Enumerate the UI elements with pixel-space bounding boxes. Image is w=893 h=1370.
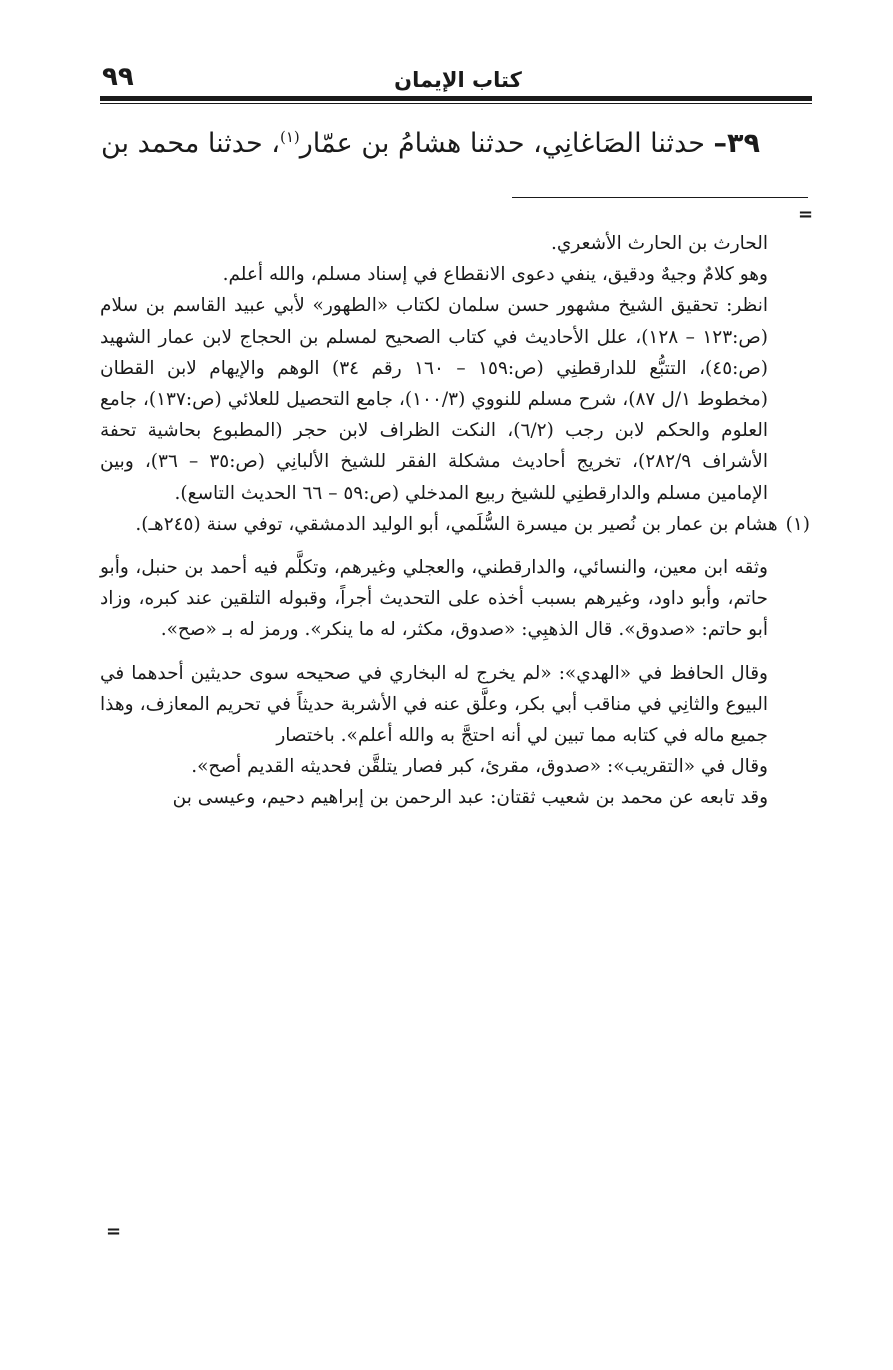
- footnotes: [100, 228, 810, 814]
- continued-from-previous-mark: =: [798, 204, 814, 225]
- footnote-1: [100, 509, 810, 540]
- chapter-title: كتاب الإيمان: [394, 68, 522, 92]
- footnote-carryover-line: وهو كلامٌ وجيهٌ ودقيق، ينفي دعوى الانقطاع في إسناد مسلم، والله أعلم.: [222, 264, 768, 286]
- footnote-paragraph: وثقه ابن معين، والنسائي، والدارقطني، والعجلي وغيرهم، وتكلَّم فيه أحمد بن حنبل، وأبو حاتم، وأبو داود، وغيرهم بسبب أخذه على التحديث أجراً، وقبوله التلقين عند كبره، وزاد أبو حاتم: «صدوق». قال الذهبِي: «صدوق، مكثر، له ما ينكر». ورمز له بـ «صح».: [100, 557, 768, 641]
- hadith-number: ٣٩–: [713, 128, 760, 159]
- page-number: ٩٩: [102, 62, 134, 92]
- footnote-ref: (١): [279, 128, 300, 146]
- footnote-paragraph: وقال الحافظ في «الهدي»: «لم يخرج له البخاري في صحيحه سوى حديثين أحدهما في البيوع والثانِي في مناقب أبي بكر، وعلَّق عنه في الأشربة حديثاً في تحريم المعازف، وهذا جميع ماله في كتابه مما تبين لي أنه احتجَّ به والله أعلم». باختصار: [100, 662, 768, 747]
- hadith-chain-continued: ، حدثنا محمد بن: [101, 128, 280, 159]
- footnote-1-label: (١): [785, 513, 810, 535]
- hadith-text: [100, 122, 760, 166]
- footnote-carryover-references: انظر: تحقيق الشيخ مشهور حسن سلمان لكتاب «الطهور» لأبي عبيد القاسم بن سلام (ص:١٢٣ – ١٢٨)، علل الأحاديث في كتاب الصحيح لمسلم بن الحجاج لابن عمار الشهيد (ص:٤٥)، التتبُّع للدارقطنِي (ص:١٥٩ – ١٦٠ رقم ٣٤) الوهم والإيهام لابن القطان (مخطوط ١/ل ٨٧)، شرح مسلم للنووي (١٠٠/٣)، جامع التحصيل للعلائي (ص:١٣٧)، جامع العلوم والحكم لابن رجب (٦/٢)، النكت الظراف لابن حجر (المطبوع بحاشية تحفة الأشراف ٢٨٢/٩)، تخريج أحاديث مشكلة الفقر للشيخ الألبانِي (ص:٣٥ – ٣٦)، وبين الإمامين مسلم والدارقطنِي للشيخ ربيع المدخلي (ص:٥٩ – ٦٦ الحديث التاسع).: [100, 295, 769, 504]
- header-rule-thick: [100, 96, 812, 101]
- footnote-1-text: هشام بن عمار بن نُصير بن ميسرة السُّلَمي، أبو الوليد الدمشقي، توفي سنة (٢٤٥هـ).: [135, 513, 778, 535]
- running-header: [100, 62, 816, 98]
- footnote-paragraph: وقد تابعه عن محمد بن شعيب ثقتان: عبد الرحمن بن إبراهيم دحيم، وعيسى بن: [172, 787, 768, 809]
- footnote-carryover-line: الحارث بن الحارث الأشعري.: [551, 233, 768, 254]
- hadith-chain: حدثنا الصَاغانِي، حدثنا هشامُ بن عمّار: [299, 128, 705, 159]
- continues-on-next-mark: =: [106, 1221, 122, 1242]
- footnote-paragraph: وقال في «التقريب»: «صدوق، مقرئ، كبر فصار يتلقَّن فحديثه القديم أصح».: [191, 756, 768, 778]
- footnote-separator: [512, 197, 808, 198]
- header-rule-thin: [100, 103, 812, 104]
